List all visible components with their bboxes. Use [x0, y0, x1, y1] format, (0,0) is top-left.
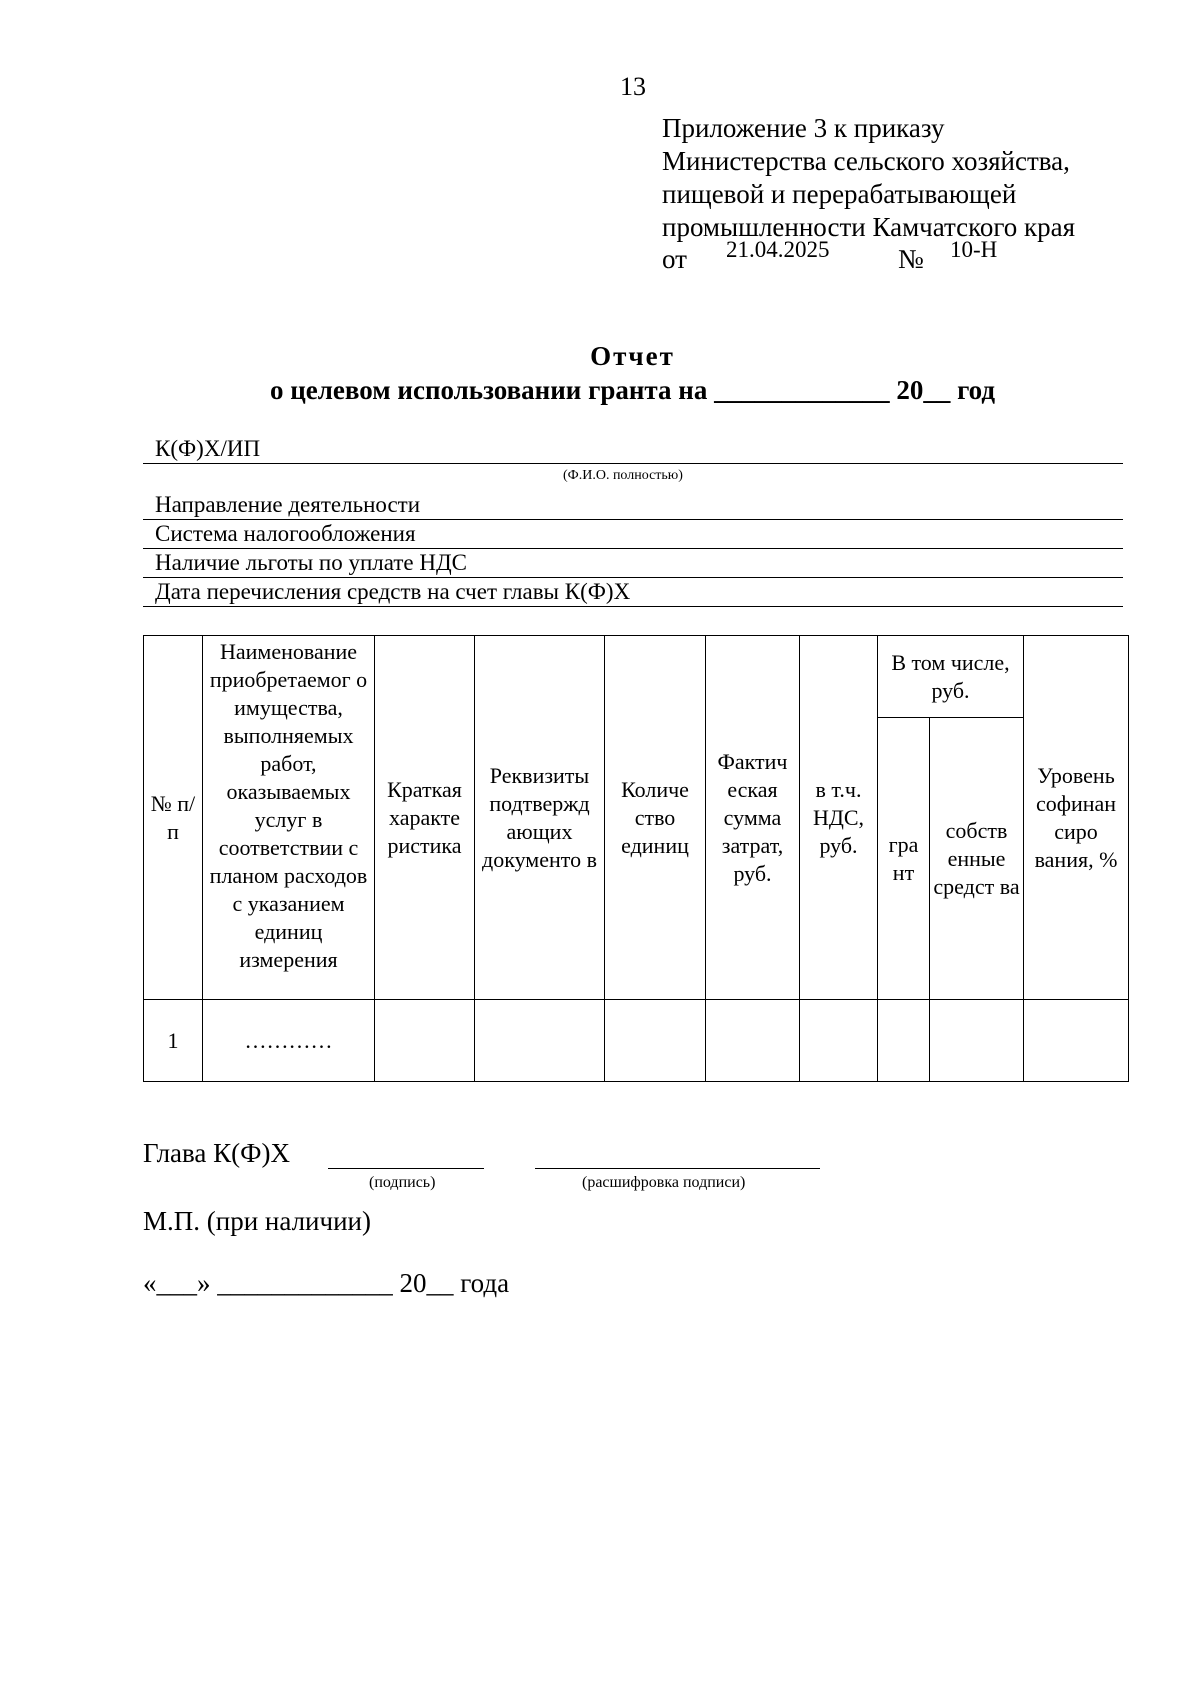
signature-date: «___» _____________ 20__ года — [143, 1268, 510, 1298]
header-grant: гра нт — [878, 718, 930, 1000]
header-num: № п/п — [144, 636, 203, 1000]
appendix-line: пищевой и перерабатывающей — [662, 179, 1017, 209]
row-cell — [930, 1000, 1024, 1082]
order-number-label: № — [898, 244, 924, 274]
order-from-label: от — [662, 244, 687, 274]
expense-table — [143, 635, 1129, 1082]
header-including: В том числе, руб. — [878, 636, 1024, 718]
report-subtitle: о целевом использовании гранта на _____________ 20__ год — [269, 375, 996, 405]
tax-label: Система налогообложения — [155, 521, 416, 546]
header-brief: Краткая характе ристика — [375, 636, 475, 1000]
table-row — [144, 1000, 1129, 1082]
row-cell — [800, 1000, 878, 1082]
header-actual: Фактич еская сумма затрат, руб. — [706, 636, 800, 1000]
row-cell — [1024, 1000, 1129, 1082]
header-name: Наименование приобретаемог о имущества, выполняемых работ, оказываемых услуг в соответствии с планом расходов с указанием единиц измерения — [203, 636, 375, 1000]
activity-label: Направление деятельности — [155, 492, 421, 517]
row-num: 1 — [144, 1000, 203, 1082]
row-cell — [706, 1000, 800, 1082]
row-cell — [375, 1000, 475, 1082]
signature-caption: (подпись) — [369, 1174, 436, 1191]
appendix-line: Приложение 3 к приказу — [662, 113, 945, 143]
kfh-label: К(Ф)Х/ИП — [155, 436, 261, 461]
appendix-line: Министерства сельского хозяйства, — [662, 146, 1070, 176]
kfh-field — [143, 436, 1123, 464]
vat-label: Наличие льготы по уплате НДС — [155, 550, 468, 575]
order-date-number — [662, 237, 998, 275]
report-title: Отчет — [590, 341, 675, 371]
decode-caption: (расшифровка подписи) — [582, 1174, 746, 1191]
fio-caption: (Ф.И.О. полностью) — [563, 468, 683, 483]
signature-decode-line — [535, 1138, 820, 1169]
transfer-date-field — [143, 579, 1123, 607]
tax-field — [143, 521, 1123, 549]
row-cell — [475, 1000, 605, 1082]
signature-line — [328, 1138, 484, 1169]
activity-field — [143, 492, 1123, 520]
row-cell — [878, 1000, 930, 1082]
header-cofinancing: Уровень софинан сиро вания, % — [1024, 636, 1129, 1000]
order-date: 21.04.2025 — [726, 237, 830, 262]
header-docs: Реквизиты подтвержд ающих документо в — [475, 636, 605, 1000]
appendix-line: промышленности Камчатского края — [662, 212, 1076, 242]
transfer-date-label: Дата перечисления средств на счет главы К(Ф)Х — [155, 579, 631, 604]
appendix-header — [662, 112, 1075, 244]
header-vat: в т.ч. НДС, руб. — [800, 636, 878, 1000]
row-name: ………… — [203, 1000, 375, 1082]
page-number: 13 — [620, 72, 646, 101]
stamp-label: М.П. (при наличии) — [143, 1206, 371, 1236]
head-label: Глава К(Ф)Х — [143, 1138, 290, 1168]
vat-field — [143, 550, 1123, 578]
header-own-funds: собств енные средст ва — [930, 718, 1024, 1000]
order-number: 10-Н — [950, 237, 998, 262]
header-qty: Количе ство единиц — [605, 636, 706, 1000]
row-cell — [605, 1000, 706, 1082]
